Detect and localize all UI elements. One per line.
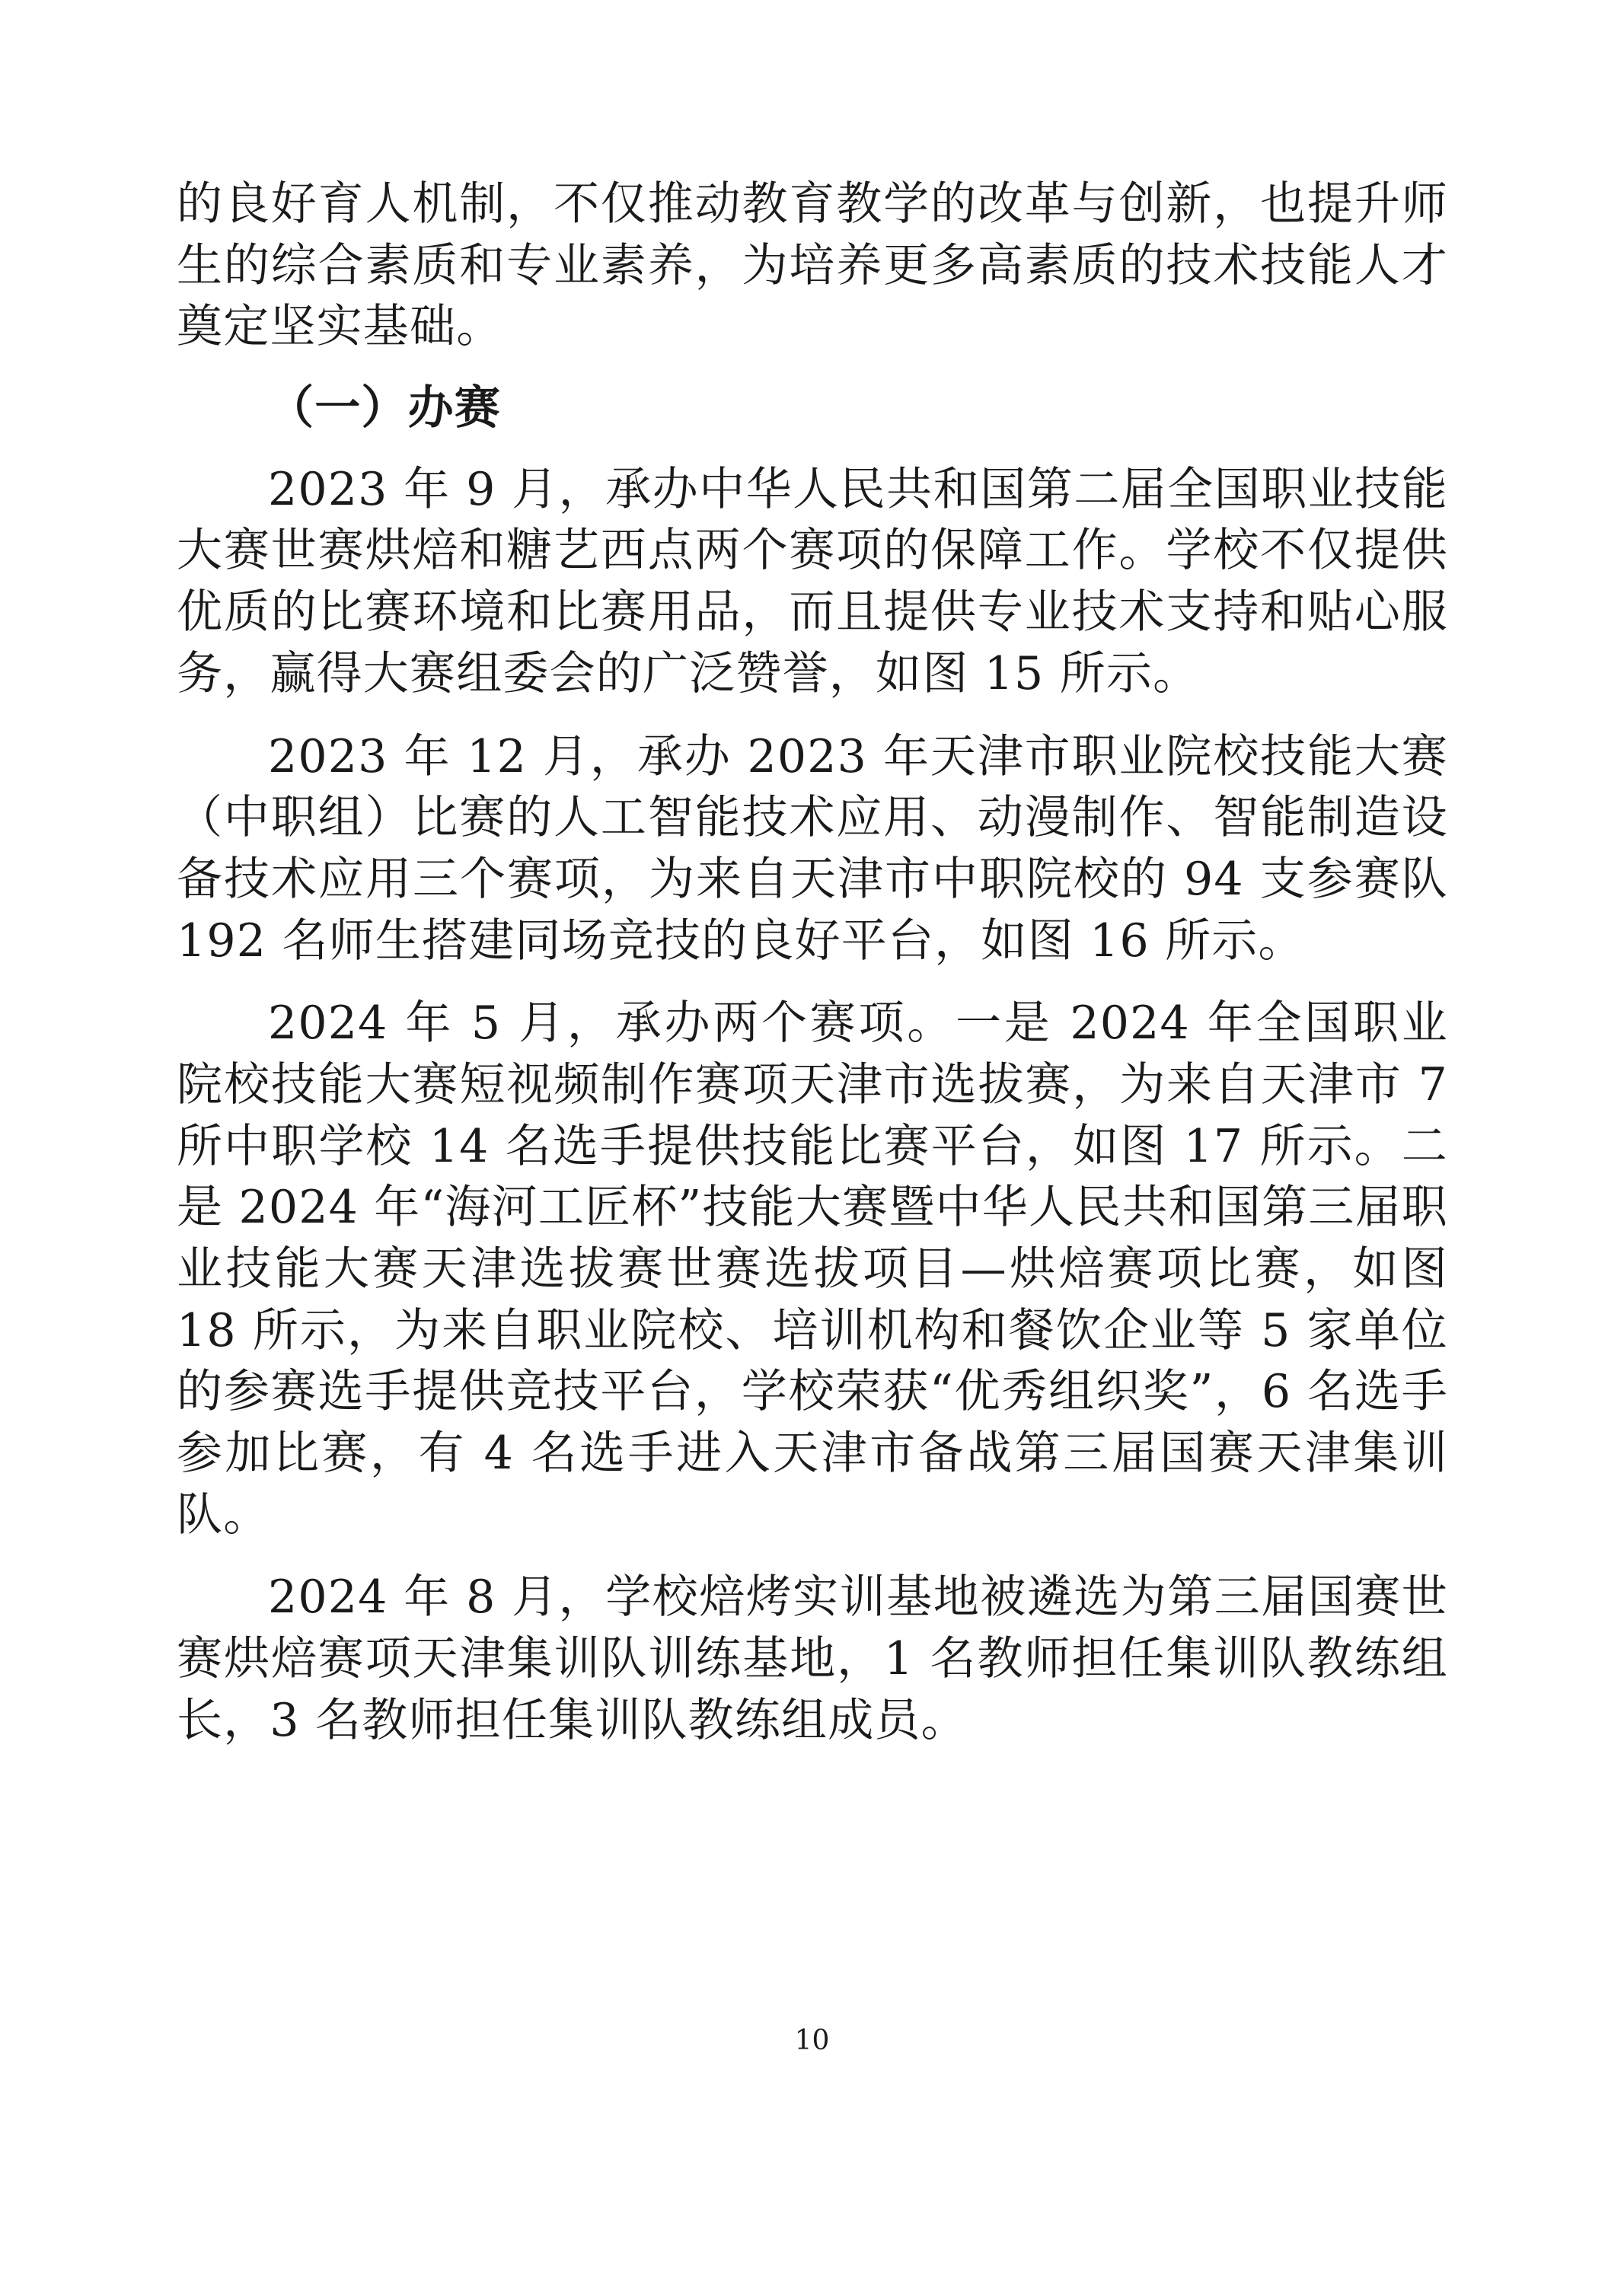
paragraph-2023-december: 2023 年 12 月，承办 2023 年天津市职业院校技能大赛（中职组）比赛的人工智能技术应用、动漫制作、智能制造设备技术应用三个赛项，为来自天津市中职院校的 94 支参赛队 192 名师生搭建同场竞技的良好平台，如图 16 所示。 [177, 729, 1448, 968]
paragraph-continued: 的良好育人机制，不仅推动教育教学的改革与创新，也提升师生的综合素质和专业素养，为培养更多高素质的技术技能人才奠定坚实基础。 [177, 177, 1448, 354]
paragraph-2024-may: 2024 年 5 月，承办两个赛项。一是 2024 年全国职业院校技能大赛短视频制作赛项天津市选拔赛，为来自天津市 7 所中职学校 14 名选手提供技能比赛平台，如图 17 所示。二是 2024 年“海河工匠杯”技能大赛暨中华人民共和国第三届职业技能大赛天津选拔赛世赛选拔项目—烘焙赛项比赛，如图 18 所示，为来自职业院校、培训机构和餐饮企业等 5 家单位的参赛选手提供竞技平台，学校荣获“优秀组织奖”，6 名选手参加比赛，有 4 名选手进入天津市备战第三届国赛天津集训队。 [177, 997, 1448, 1542]
section-heading-banse: （一）办赛 [268, 381, 501, 435]
page-content [177, 174, 1448, 1773]
paragraph-2024-august: 2024 年 8 月，学校焙烤实训基地被遴选为第三届国赛世赛烘焙赛项天津集训队训练基地，1 名教师担任集训队教练组长，3 名教师担任集训队教练组成员。 [177, 1571, 1448, 1747]
paragraph-2023-september: 2023 年 9 月，承办中华人民共和国第二届全国职业技能大赛世赛烘焙和糖艺西点两个赛项的保障工作。学校不仅提供优质的比赛环境和比赛用品，而且提供专业技术支持和贴心服务，赢得大赛组委会的广泛赞誉，如图 15 所示。 [177, 462, 1448, 700]
page-number: 10 [794, 2025, 830, 2056]
